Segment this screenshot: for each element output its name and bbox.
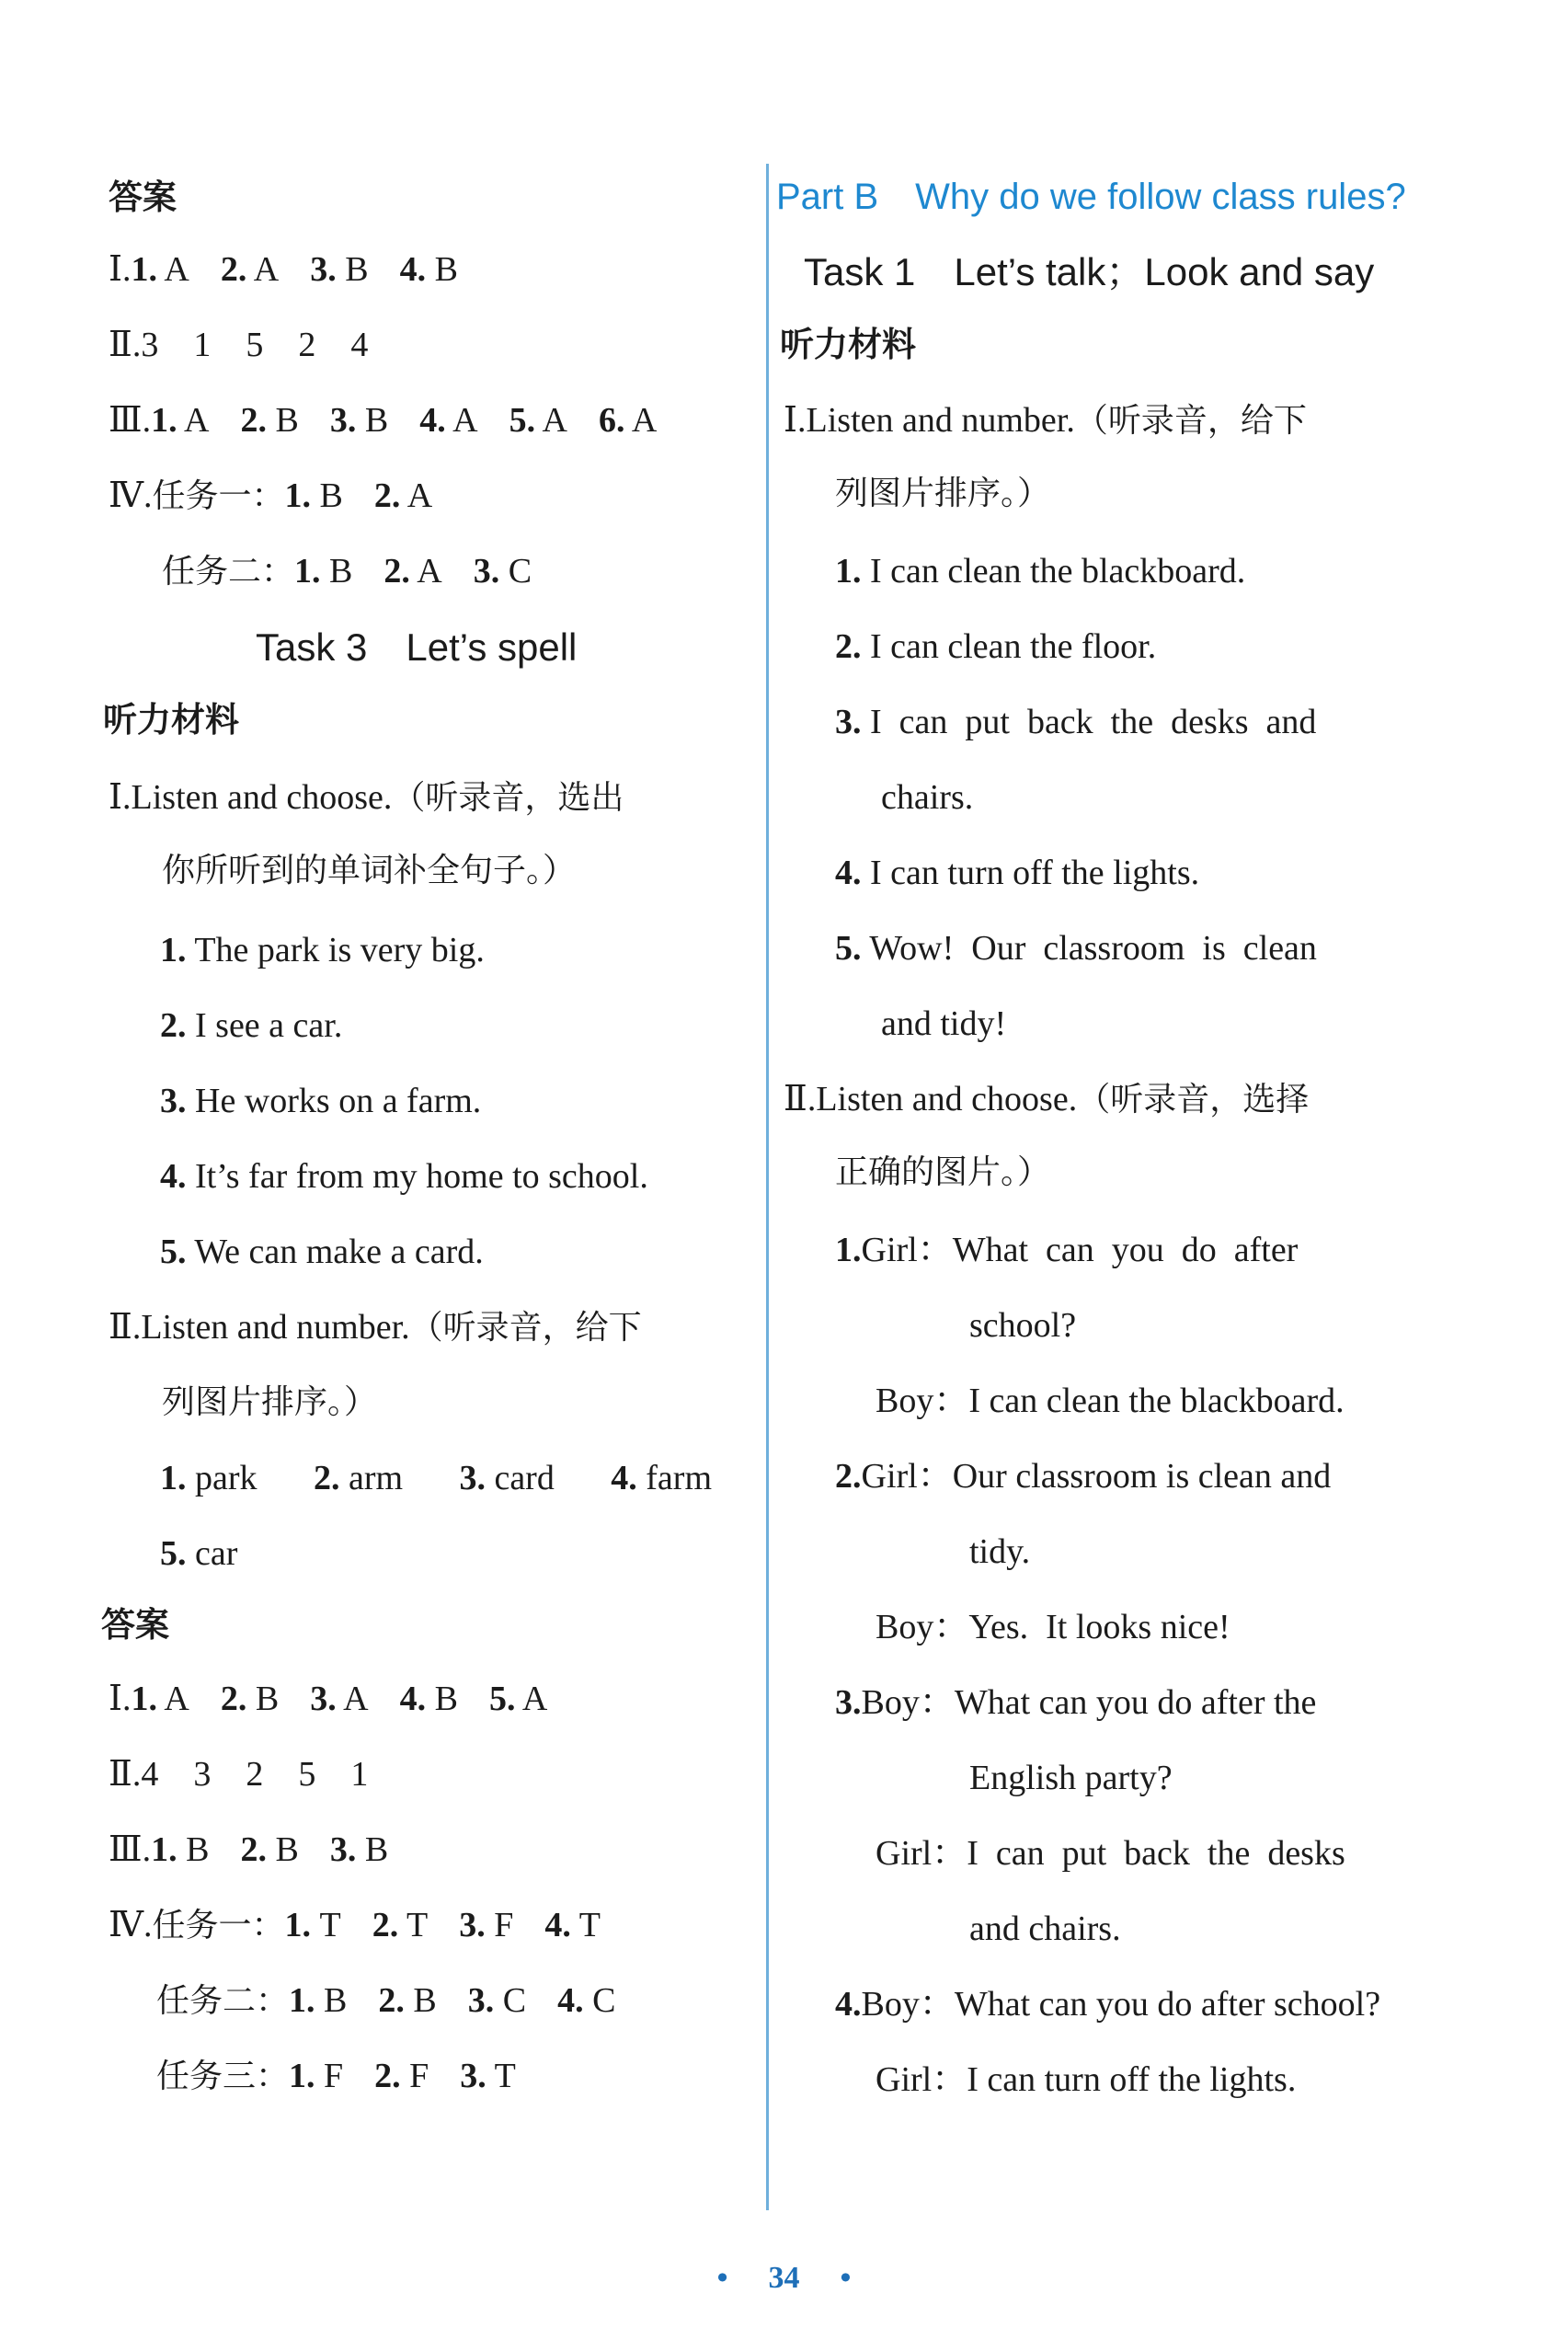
ans2-l5-item-1: 1. B	[289, 1981, 348, 2020]
dialogue-1-line-1-cont: school?	[969, 1306, 1077, 1345]
answer-line-5: 任务二：1. B 2. A 3. C	[162, 552, 532, 591]
section-2-word-row	[160, 1455, 712, 1501]
answer2-line-1: Ⅰ.1. A 2. B 3. A 4. B 5. A	[109, 1680, 548, 1718]
right-section-1-instruction-cont: 列图片排序。）	[835, 475, 1051, 512]
right-item-3-cont: chairs.	[881, 778, 974, 817]
ans2-l1-item-2: 2. B	[220, 1680, 280, 1718]
answer2-line-2: Ⅱ.4 3 2 5 1	[109, 1755, 369, 1794]
dialogue-3-line-1: 3.Boy：What can you do after the	[835, 1683, 1317, 1722]
dialogue-3-line-2-cont: and chairs.	[969, 1909, 1121, 1948]
ans1-l3-item-1: 1. A	[151, 401, 210, 440]
ans2-l1-item-1: 1. A	[131, 1680, 189, 1718]
ans2-l6-item-2: 2. F	[374, 2057, 429, 2095]
ans1-l3-item-6: 6. A	[598, 401, 658, 440]
answer-line-4: Ⅳ.任务一：1. B 2. A	[109, 476, 433, 515]
task1-title: Task 1 Let’s talk；Look and say	[804, 250, 1375, 293]
ans1-l3-item-2: 2. B	[240, 401, 299, 440]
task3-sentence-1: 1. The park is very big.	[160, 931, 485, 969]
ans1-l3-item-4: 4. A	[419, 401, 478, 440]
dialogue-3-line-1-cont: English party?	[969, 1759, 1173, 1797]
right-item-5: 5. Wow! Our classroom is clean	[835, 929, 1317, 968]
answer2-line-6: 任务三：1. F 2. F 3. T	[156, 2057, 516, 2095]
task3-sentence-3: 3. He works on a farm.	[160, 1082, 482, 1120]
column-divider	[766, 164, 769, 2210]
page-number-dot-right: •	[840, 2261, 852, 2295]
ans2-l6-item-1: 1. F	[289, 2057, 344, 2095]
dialogue-2-line-1-cont: tidy.	[969, 1532, 1031, 1571]
task3-sentence-2: 2. I see a car.	[160, 1006, 343, 1045]
answer-line-3: Ⅲ.1. A 2. B 3. B 4. A 5. A 6. A	[109, 401, 658, 440]
ans1-l4-item-2: 2. A	[373, 476, 433, 515]
listening-material-heading-right: 听力材料	[780, 325, 916, 364]
right-item-3: 3. I can put back the desks and	[835, 703, 1317, 741]
answers-heading: 答案	[109, 178, 177, 217]
ans2-l4-item-3: 3. F	[459, 1906, 514, 1944]
section-1-instruction-cont: 你所听到的单词补全句子。）	[162, 852, 577, 889]
answer-line-2: Ⅱ.3 1 5 2 4	[109, 326, 369, 364]
answer2-line-4: Ⅳ.任务一：1. T 2. T 3. F 4. T	[109, 1906, 601, 1944]
ans1-l5-item-1: 1. B	[294, 552, 353, 591]
section-2-instruction: Ⅱ.Listen and number.（听录音，给下	[109, 1308, 642, 1347]
ans2-l1-item-4: 4. B	[399, 1680, 458, 1718]
page-number-dot-left: •	[716, 2261, 728, 2295]
ans2-l4-item-2: 2. T	[372, 1906, 429, 1944]
right-section-2-instruction-cont: 正确的图片。）	[835, 1153, 1051, 1191]
ans1-l3-item-5: 5. A	[509, 401, 567, 440]
section-2-word-5: 5. car	[160, 1534, 238, 1573]
dialogue-2-line-1: 2.Girl：Our classroom is clean and	[835, 1457, 1332, 1496]
ans2-l5-item-3: 3. C	[467, 1981, 527, 2020]
ans2-l3-item-3: 3. B	[329, 1830, 389, 1869]
answer2-line-3: Ⅲ.1. B 2. B 3. B	[109, 1830, 389, 1869]
answers-heading-2: 答案	[101, 1605, 169, 1645]
page-number-value: 34	[768, 2261, 800, 2295]
section-2-word-3: 3. card	[459, 1459, 555, 1497]
ans2-l6-item-3: 3. T	[460, 2057, 516, 2095]
section-2-word-2: 2. arm	[313, 1459, 404, 1497]
section-2-word-4: 4. farm	[611, 1459, 712, 1497]
right-item-1: 1. I can clean the blackboard.	[835, 552, 1246, 591]
ans2-l4-item-4: 4. T	[544, 1906, 601, 1944]
ans2-l5-item-2: 2. B	[378, 1981, 437, 2020]
ans2-l5-item-4: 4. C	[557, 1981, 616, 2020]
ans2-l1-item-5: 5. A	[488, 1680, 548, 1718]
ans1-l1-item-3: 3. B	[310, 250, 369, 289]
part-b-title: Part B Why do we follow class rules?	[776, 177, 1406, 217]
right-item-4: 4. I can turn off the lights.	[835, 854, 1200, 892]
dialogue-4-line-1: 4.Boy：What can you do after school?	[835, 1985, 1381, 2024]
ans2-l3-item-1: 1. B	[151, 1830, 210, 1869]
task3-title: Task 3 Let’s spell	[256, 625, 578, 669]
answer-line-1: Ⅰ.1. A 2. A 3. B 4. B	[109, 250, 458, 289]
right-section-1-instruction: Ⅰ.Listen and number.（听录音，给下	[784, 401, 1307, 440]
ans1-l4-item-1: 1. B	[284, 476, 343, 515]
dialogue-4-line-2: Girl：I can turn off the lights.	[876, 2060, 1297, 2099]
dialogue-2-line-2: Boy：Yes. It looks nice!	[876, 1608, 1230, 1646]
ans2-l4-item-1: 1. T	[284, 1906, 341, 1944]
dialogue-1-line-1: 1.Girl：What can you do after	[835, 1231, 1299, 1269]
task3-sentence-4: 4. It’s far from my home to school.	[160, 1157, 648, 1196]
task3-sentence-5: 5. We can make a card.	[160, 1233, 484, 1271]
ans1-l5-item-2: 2. A	[383, 552, 442, 591]
page-number	[0, 2261, 1568, 2296]
ans1-l1-item-1: 1. A	[131, 250, 189, 289]
ans1-l5-item-3: 3. C	[473, 552, 532, 591]
section-1-instruction: Ⅰ.Listen and choose.（听录音，选出	[109, 778, 624, 817]
ans1-l1-item-4: 4. B	[399, 250, 458, 289]
ans2-l1-item-3: 3. A	[310, 1680, 369, 1718]
ans1-l1-item-2: 2. A	[220, 250, 280, 289]
section-2-word-1: 1. park	[160, 1459, 258, 1497]
section-2-instruction-cont: 列图片排序。）	[162, 1383, 378, 1421]
ans2-l3-item-2: 2. B	[240, 1830, 299, 1869]
dialogue-3-line-2: Girl：I can put back the desks	[876, 1834, 1345, 1873]
dialogue-1-line-2: Boy：I can clean the blackboard.	[876, 1382, 1345, 1420]
listening-material-heading: 听力材料	[103, 700, 239, 740]
right-item-2: 2. I can clean the floor.	[835, 627, 1157, 666]
ans1-l3-item-3: 3. B	[329, 401, 389, 440]
answer2-line-5: 任务二：1. B 2. B 3. C 4. C	[156, 1981, 616, 2020]
right-item-5-cont: and tidy!	[881, 1004, 1007, 1043]
right-section-2-instruction: Ⅱ.Listen and choose.（听录音，选择	[784, 1080, 1310, 1118]
